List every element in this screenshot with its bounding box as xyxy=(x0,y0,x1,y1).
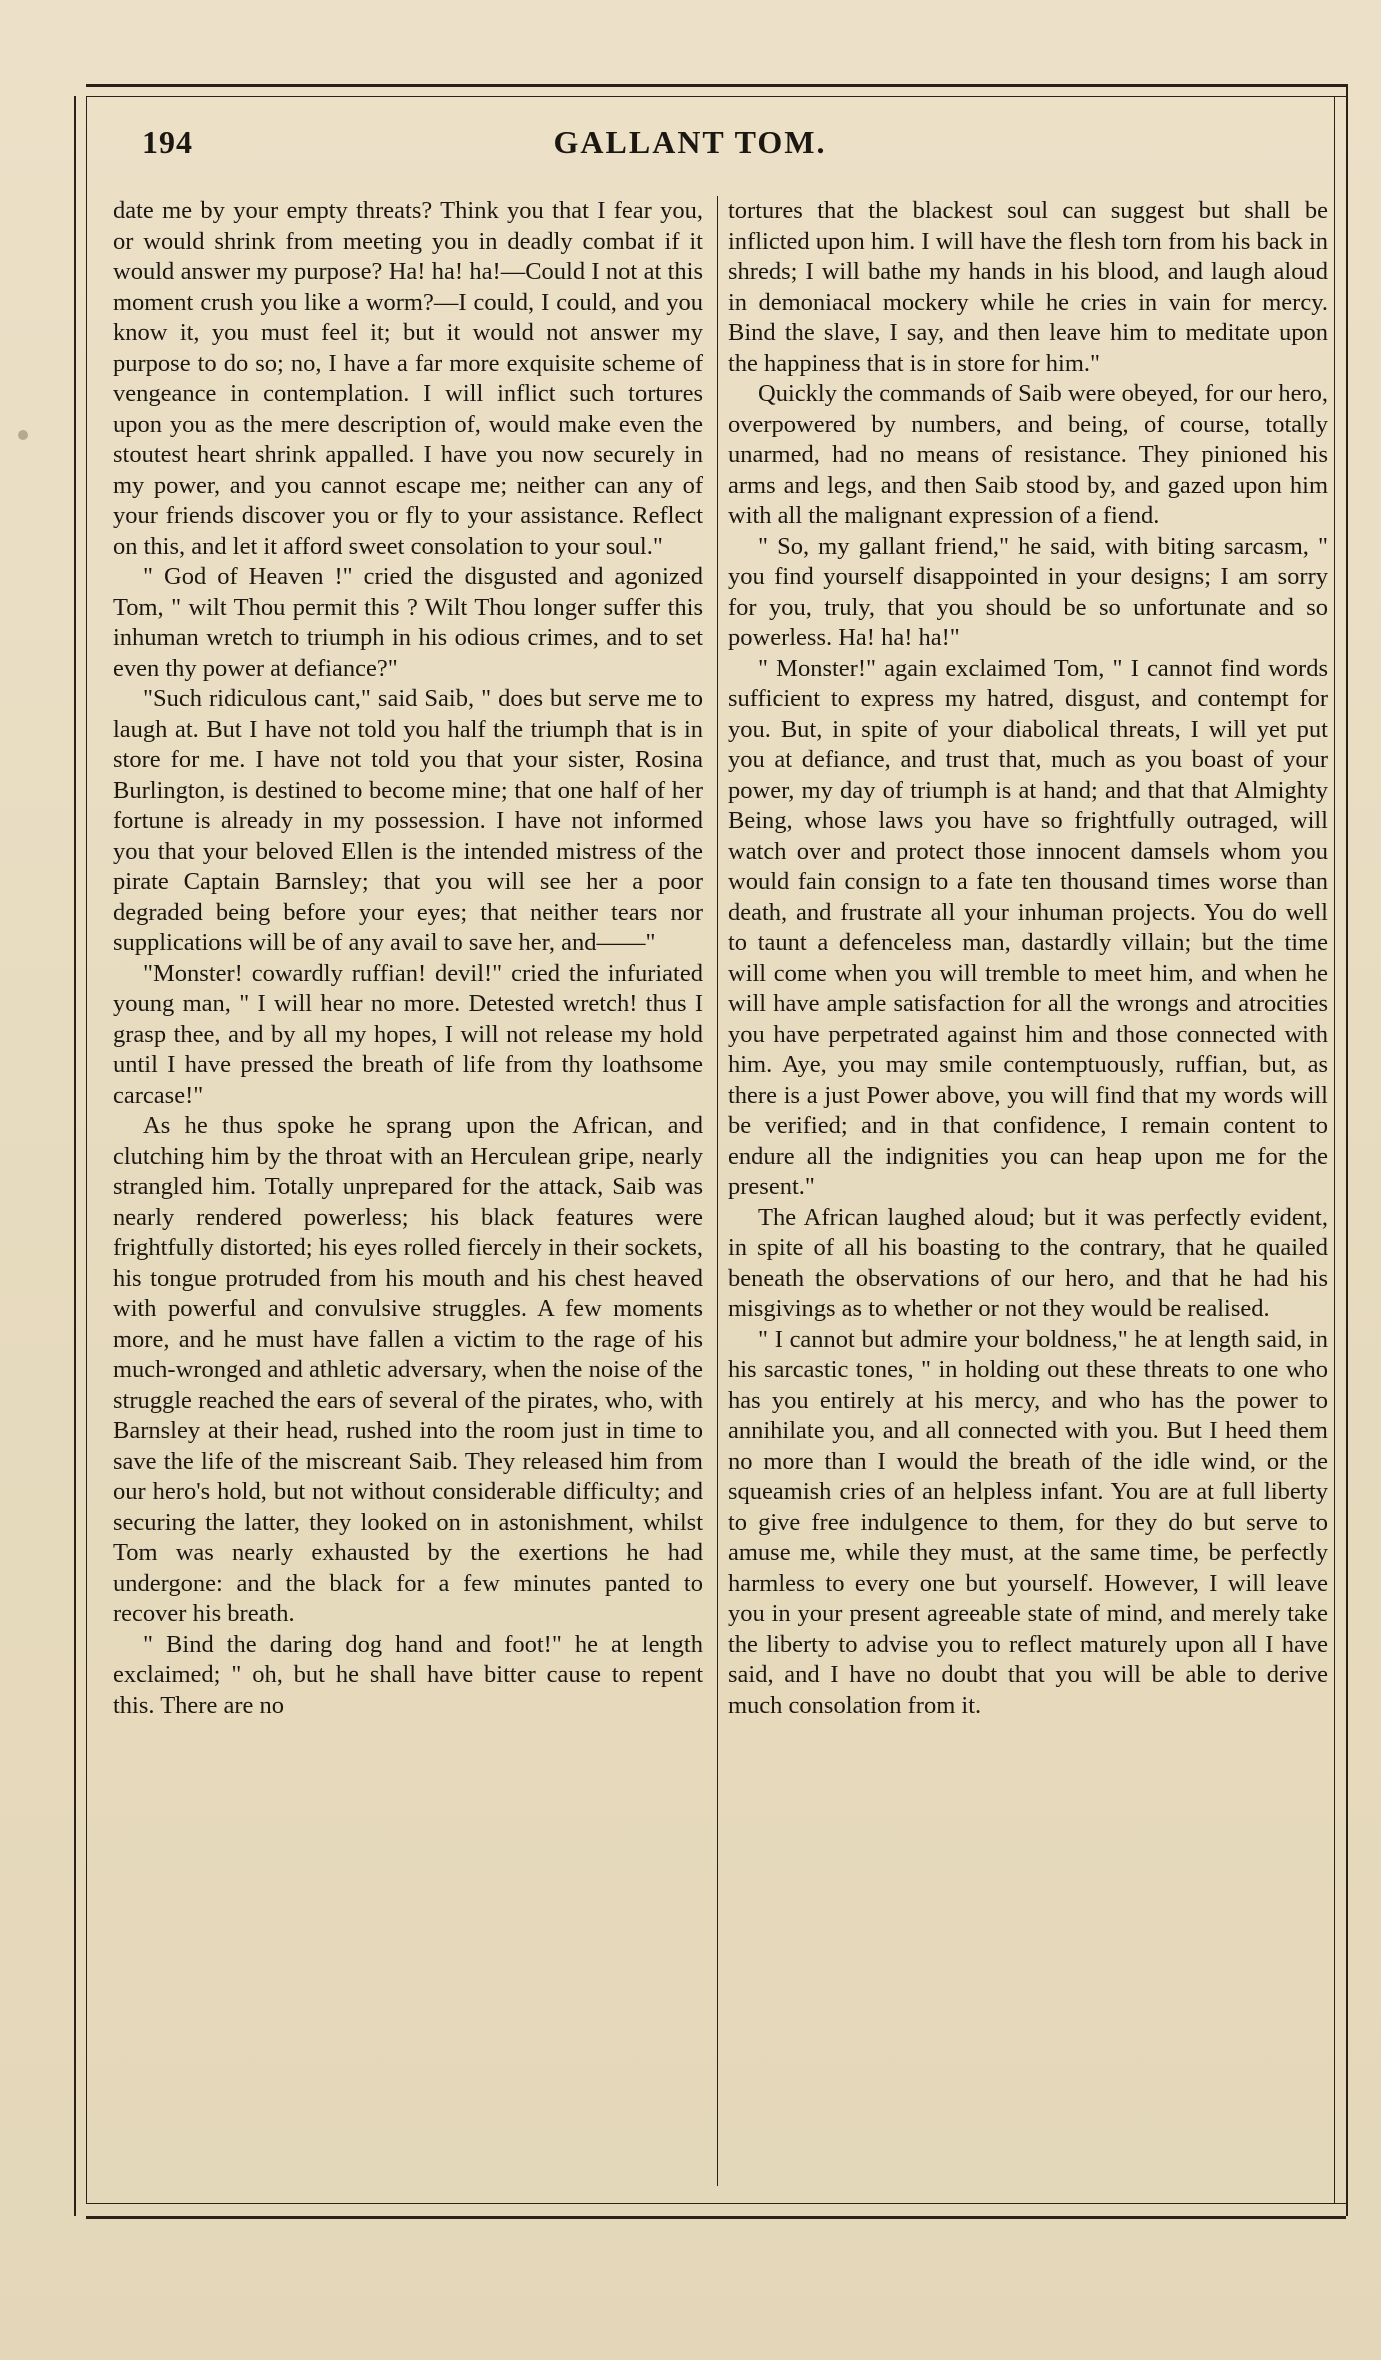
left-column xyxy=(113,196,703,1721)
paragraph: Quickly the commands of Saib were obeyed, for our hero, overpowered by numbers, and being, of course, totally unarmed, had no means of resistance. They pinioned his arms and legs, and then Saib stood by, and gazed upon him with all the malignant expression of a fiend. xyxy=(728,380,1328,529)
paragraph: "Monster! cowardly ruffian! devil!" cried the infuriated young man, " I will hear no more. Detested wretch! thus I grasp thee, and by all my hopes, I will not release my hold until I have pressed the breath of life from thy loathsome carcase!" xyxy=(113,959,703,1109)
paragraph: " So, my gallant friend," he said, with biting sarcasm, " you find yourself disappointed in your designs; I am sorry for you, truly, that you should be so unfortunate and so powerless. Ha! ha! ha!" xyxy=(728,532,1328,651)
bottom-rule-inner xyxy=(86,2203,1346,2204)
paragraph: "Such ridiculous cant," said Saib, " does but serve me to laugh at. But I have not told you half the triumph that is in store for me. I have not told you that your sister, Rosina Burlington, is destined to become mine; that one half of her fortune is already in my possession. I have not informed you that your beloved Ellen is the intended mistress of the pirate Captain Barnsley; that you will see her a poor degraded being before your eyes; that neither tears nor supplications will be of any avail to save her, and——" xyxy=(113,685,703,956)
left-border-outer xyxy=(74,96,76,2216)
right-column xyxy=(728,196,1328,1721)
top-rule-inner xyxy=(86,96,1346,97)
bottom-rule-outer xyxy=(86,2216,1346,2219)
paragraph: " Monster!" again exclaimed Tom, " I cannot find words sufficient to express my hatred, disgust, and contempt for you. But, in spite of your diabolical threats, I will yet put you at defiance, and trust that, much as you boast of your power, my day of triumph is at hand; and that that Almighty Being, whose laws you have so frightfully outraged, will watch over and protect those innocent damsels whom you would fain consign to a fate ten thousand times worse than death, and frustrate all your inhuman projects. You do well to taunt a defenceless man, dastardly villain; but the time will come when you will tremble to meet him, and when he will have ample satisfaction for all the wrongs and atrocities you have perpetrated against him and those connected with him. Aye, you may smile contemptuously, ruffian, but, as there is a just Power above, you will find that my words will be verified; and in that confidence, I remain content to endure all the indignities you can heap upon me for the present." xyxy=(728,654,1328,1200)
page-number: 194 xyxy=(142,124,193,160)
paragraph: As he thus spoke he sprang upon the African, and clutching him by the throat with an Herculean gripe, nearly strangled him. Totally unprepared for the attack, Saib was nearly rendered powerless; his black features were frightfully distorted; his eyes rolled fiercely in their sockets, his tongue protruded from his mouth and his chest heaved with powerful and convulsive struggles. A few moments more, and he must have fallen a victim to the rage of his much-wronged and athletic adversary, when the noise of the struggle reached the ears of several of the pirates, who, with Barnsley at their head, rushed into the room just in time to save the life of the miscreant Saib. They released him from our hero's hold, but not without considerable difficulty; and securing the latter, they looked on in astonishment, whilst Tom was nearly exhausted by the exertions he had undergone: and the black for a few minutes panted to recover his breath. xyxy=(113,1112,703,1627)
paragraph: date me by your empty threats? Think you that I fear you, or would shrink from meeting you in deadly combat if it would answer my purpose? Ha! ha! ha!—Could I not at this moment crush you like a worm?—I could, I could, and you know it, you must feel it; but it would not answer my purpose to do so; no, I have a far more exquisite scheme of vengeance in contemplation. I will inflict such tortures upon you as the mere description of, would make even the stoutest heart shrink appalled. I have you now securely in my power, and you cannot escape me; neither can any of your friends discover you or fly to your assistance. Reflect on this, and let it afford sweet consolation to your soul." xyxy=(113,197,703,560)
paragraph: " I cannot but admire your boldness," he at length said, in his sarcastic tones, " in holding out these threats to one who has you entirely at his mercy, and who has the power to annihilate you, and all connected with you. But I heed them no more than I would the breath of the idle wind, or the squeamish cries of an helpless infant. You are at full liberty to give free indulgence to them, for they do but serve to amuse me, while they must, at the same time, be perfectly harmless to every one but yourself. However, I will leave you in your present agreeable state of mind, and merely take the liberty to advise you to reflect maturely upon all I have said, and I have no doubt that you will be able to derive much consolation from it. xyxy=(728,1325,1328,1719)
column-divider xyxy=(717,196,718,2186)
left-border-inner xyxy=(86,96,87,2204)
paragraph: The African laughed aloud; but it was perfectly evident, in spite of all his boasting to the contrary, that he quailed beneath the observations of our hero, and that he had his misgivings as to whether or not they would be realised. xyxy=(728,1203,1328,1322)
ink-smudge xyxy=(18,430,28,440)
top-rule-outer xyxy=(86,84,1346,87)
right-border-inner xyxy=(1334,96,1335,2204)
paragraph: " God of Heaven !" cried the disgusted and agonized Tom, " wilt Thou permit this ? Wilt Thou longer suffer this inhuman wretch to triumph in his odious crimes, and to set even thy power at defiance?" xyxy=(113,563,703,682)
paragraph: tortures that the blackest soul can suggest but shall be inflicted upon him. I will have the flesh torn from his back in shreds; I will bathe my hands in his blood, and laugh aloud in demoniacal mockery while he cries in vain for mercy. Bind the slave, I say, and then leave him to meditate upon the happiness that is in store for him." xyxy=(728,197,1328,377)
paragraph: " Bind the daring dog hand and foot!" he at length exclaimed; " oh, but he shall have bitter cause to repent this. There are no xyxy=(113,1630,703,1719)
running-title: GALLANT TOM. xyxy=(553,124,827,160)
right-border-outer xyxy=(1346,84,1348,2216)
